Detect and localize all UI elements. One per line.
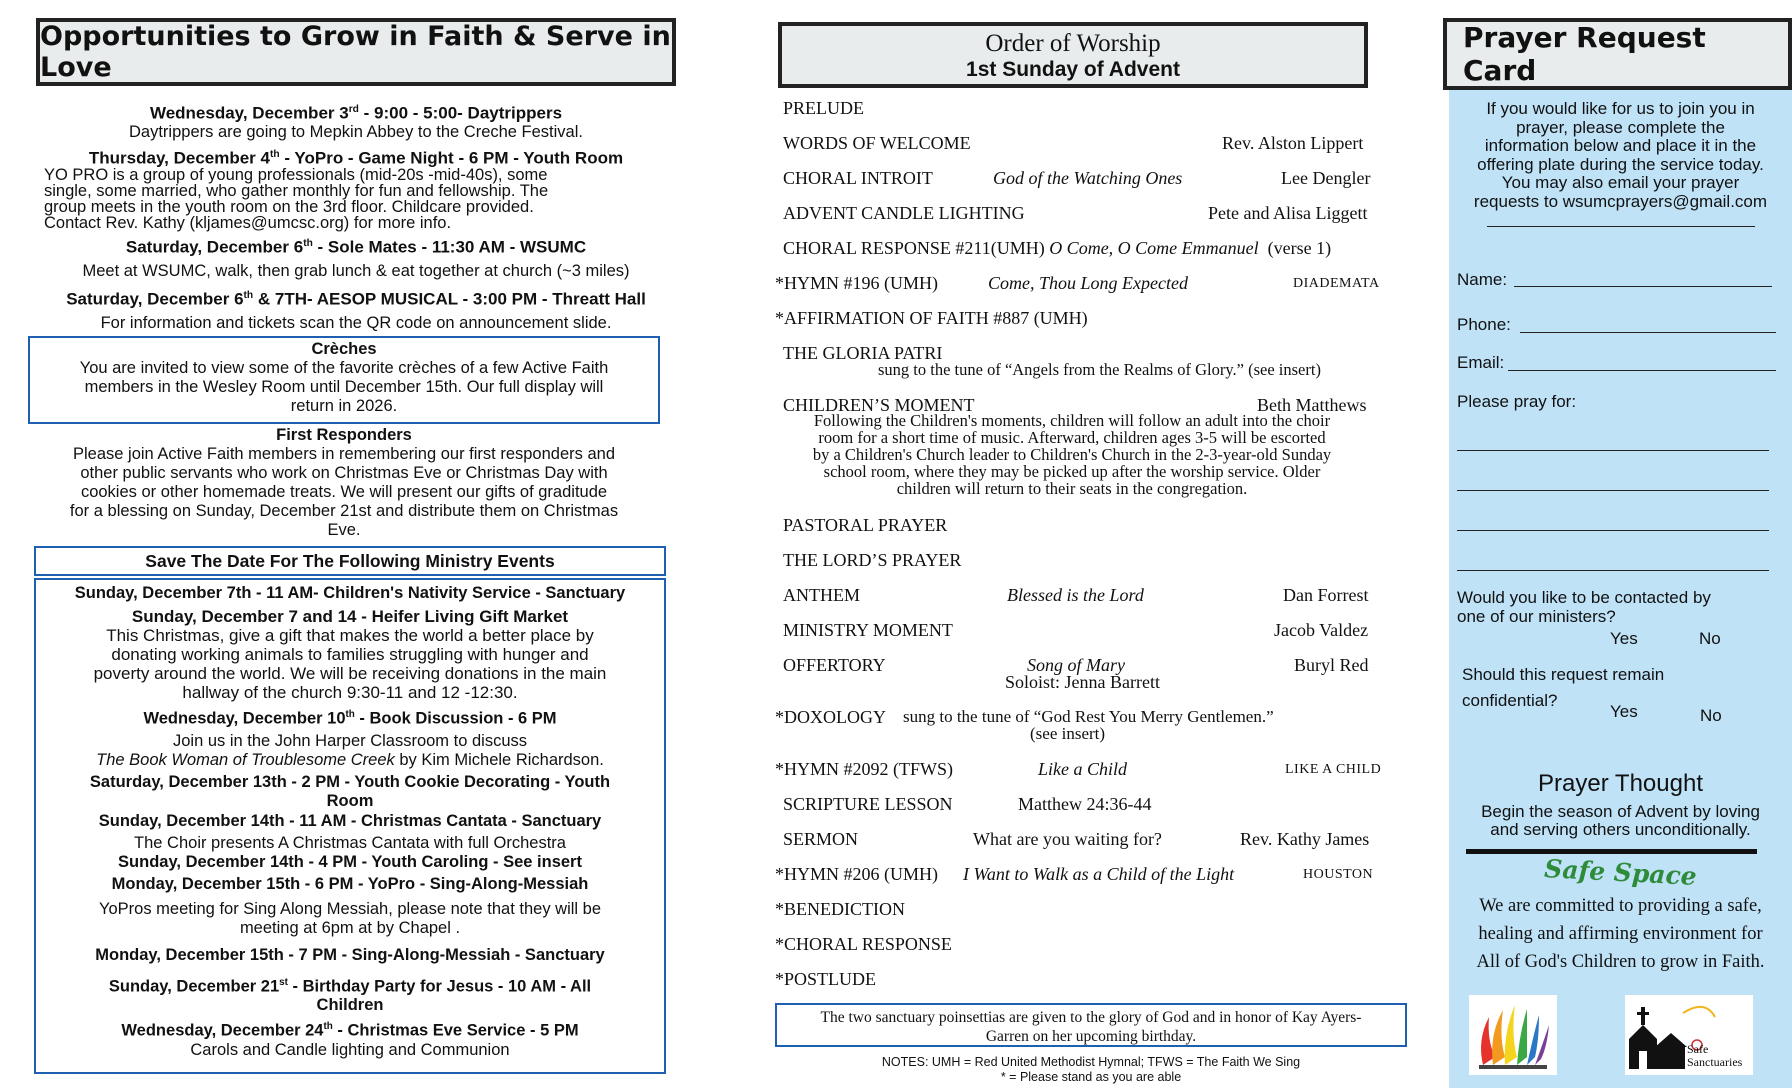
prayer-intro: If you would like for us to join you in prayer, please complete the information below and place it in the offering plate during the service today. You may also email your prayer requests to wsumcprayers@gmail.com bbox=[1473, 99, 1768, 211]
pray-for-label: Please pray for: bbox=[1457, 392, 1577, 411]
event-desc: Daytrippers are going to Mepkin Abbey to the Creche Festival. bbox=[129, 122, 583, 141]
worship-item: *POSTLUDE bbox=[775, 969, 877, 989]
worship-person: Rev. Kathy James bbox=[1240, 829, 1370, 849]
order-of-worship-title bbox=[778, 22, 1368, 88]
worship-item: SCRIPTURE LESSON bbox=[783, 794, 953, 814]
first-responders-title: First Responders bbox=[276, 426, 412, 444]
event-title: Saturday, December 6th & 7TH- AESOP MUSICAL - 3:00 PM - Threatt Hall bbox=[66, 289, 646, 309]
contact-no-option[interactable]: No bbox=[1699, 629, 1721, 648]
event-title: Sunday, December 7 and 14 - Heifer Living Gift Market bbox=[131, 607, 569, 626]
worship-person: Buryl Red bbox=[1294, 655, 1369, 675]
creches-text: You are invited to view some of the favorite crèches of a few Active Faith bbox=[79, 359, 609, 377]
left-panel-title: Opportunities to Grow in Faith & Serve in Love bbox=[36, 18, 676, 86]
confidential-no-option[interactable]: No bbox=[1700, 706, 1722, 725]
worship-item: *AFFIRMATION OF FAITH #887 (UMH) bbox=[775, 308, 1088, 328]
worship-item: CHORAL INTROIT bbox=[783, 168, 933, 188]
event-title: Saturday, December 13th - 2 PM - Youth Cookie Decorating - Youth Room bbox=[89, 772, 611, 810]
event-desc: The Book Woman of Troublesome Creek by Kim Michele Richardson. bbox=[96, 750, 604, 769]
hymn-tune: LIKE A CHILD bbox=[1285, 762, 1382, 777]
creches-title: Crèches bbox=[311, 340, 377, 358]
first-responders-text: for a blessing on Sunday, December 21st and distribute them on Christmas bbox=[69, 502, 619, 520]
worship-person: Lee Dengler bbox=[1281, 168, 1371, 188]
worship-note: sung to the tune of “God Rest You Merry Gentlemen.” bbox=[903, 707, 1274, 726]
worship-item: SERMON bbox=[783, 829, 859, 849]
worship-item: CHORAL RESPONSE #211(UMH) O Come, O Come Emmanuel (verse 1) bbox=[783, 238, 1332, 258]
event-desc: Carols and Candle lighting and Communion bbox=[190, 1040, 510, 1059]
event-desc: YoPros meeting for Sing Along Messiah, please note that they will be meeting at 6pm at by Chapel . bbox=[98, 899, 602, 937]
worship-piece: Song of Mary bbox=[1027, 655, 1125, 675]
worship-piece: Come, Thou Long Expected bbox=[988, 273, 1188, 293]
creches-text: return in 2026. bbox=[290, 397, 398, 415]
pray-for-line[interactable] bbox=[1457, 490, 1769, 491]
event-title: Sunday, December 21st - Birthday Party for Jesus - 10 AM - All Children bbox=[108, 976, 592, 1014]
contact-yes-option[interactable]: Yes bbox=[1610, 629, 1638, 648]
name-label: Name: bbox=[1457, 270, 1508, 289]
worship-item: PRELUDE bbox=[783, 98, 864, 118]
safe-sanctuaries-logo bbox=[1625, 995, 1753, 1075]
event-title: Wednesday, December 10th - Book Discussion - 6 PM bbox=[143, 709, 557, 728]
rainbow-hands-logo bbox=[1469, 995, 1557, 1075]
contact-question: Would you like to be contacted by one of our ministers? bbox=[1457, 588, 1711, 626]
worship-item: ANTHEM bbox=[783, 585, 860, 605]
hymn-tune: DIADEMATA bbox=[1293, 276, 1380, 291]
worship-item: *HYMN #206 (UMH) bbox=[775, 864, 938, 884]
left-events-top bbox=[30, 100, 682, 333]
pray-for-line[interactable] bbox=[1457, 530, 1769, 531]
worship-item: WORDS OF WELCOME bbox=[783, 133, 971, 153]
first-responders-text: other public servants who work on Christmas Eve or Christmas Day with bbox=[80, 464, 608, 482]
safe-sanctuaries-text: Safe Sanctuaries bbox=[1687, 1042, 1743, 1069]
pray-for-line[interactable] bbox=[1457, 570, 1769, 571]
worship-item: *BENEDICTION bbox=[775, 899, 905, 919]
worship-note: (see insert) bbox=[1030, 724, 1106, 743]
event-desc: Meet at WSUMC, walk, then grab lunch & eat together at church (~3 miles) bbox=[82, 261, 630, 280]
safe-space-title: Safe Space bbox=[1543, 854, 1698, 891]
event-title: Monday, December 15th - 7 PM - Sing-Along-Messiah - Sanctuary bbox=[95, 945, 605, 964]
worship-item: *CHORAL RESPONSE bbox=[775, 934, 952, 954]
worship-item: PASTORAL PRAYER bbox=[783, 515, 948, 535]
worship-item: THE LORD’S PRAYER bbox=[783, 550, 962, 570]
creches-box bbox=[28, 336, 660, 424]
first-responders-text: cookies or other homemade treats. We will present our gifts of graditude bbox=[80, 483, 608, 501]
event-title: Sunday, December 7th - 11 AM- Children's Nativity Service - Sanctuary bbox=[74, 584, 626, 602]
worship-person: Rev. Alston Lippert bbox=[1222, 133, 1364, 153]
event-title: Wednesday, December 24th - Christmas Eve Service - 5 PM bbox=[121, 1021, 579, 1040]
name-field[interactable] bbox=[1514, 286, 1772, 287]
worship-piece: God of the Watching Ones bbox=[993, 168, 1183, 188]
phone-field[interactable] bbox=[1520, 332, 1776, 333]
event-desc: YO PRO is a group of young professionals (mid-20s -mid-40s), some single, some married, who gather monthly for fun and fellowship. The group meets in the youth room on the 3rd floor. Childcare provided. Contact Rev. Kathy (kljames@umcsc.org) for more info. bbox=[44, 166, 549, 233]
worship-person: Beth Matthews bbox=[1257, 395, 1367, 415]
prayer-card-title: Prayer Request Card bbox=[1443, 18, 1792, 90]
worship-note: sung to the tune of “Angels from the Realms of Glory.” (see insert) bbox=[878, 360, 1321, 379]
children-moment-desc: Following the Children's moments, children will follow an adult into the choir room for a short time of music. Afterward, children ages 3-5 will be escorted by a Children's Church leader to Children's Church in the 2-3-year-old Sunday school room, where they may be picked up after the worship service. Older children will return to their seats in the congregation. bbox=[812, 411, 1332, 498]
worship-person: Jacob Valdez bbox=[1274, 620, 1369, 640]
worship-item: ADVENT CANDLE LIGHTING bbox=[783, 203, 1025, 223]
prayer-thought-title: Prayer Thought bbox=[1538, 770, 1703, 797]
event-title: Sunday, December 14th - 4 PM - Youth Caroling - See insert bbox=[118, 852, 582, 871]
flowers-dedication: The two sanctuary poinsettias are given to the glory of God and in honor of Kay Ayers- Garren on her upcoming birthday. bbox=[775, 1003, 1407, 1047]
worship-person: Dan Forrest bbox=[1283, 585, 1369, 605]
worship-piece: Blessed is the Lord bbox=[1007, 585, 1144, 605]
event-title: Thursday, December 4th - YoPro - Game Night - 6 PM - Youth Room bbox=[88, 148, 624, 168]
worship-person: Pete and Alisa Liggett bbox=[1208, 203, 1368, 223]
email-field[interactable] bbox=[1508, 370, 1776, 371]
divider bbox=[1487, 226, 1755, 227]
worship-subtitle: 1st Sunday of Advent bbox=[966, 58, 1180, 81]
worship-item: MINISTRY MOMENT bbox=[783, 620, 953, 640]
worship-item: THE GLORIA PATRI bbox=[783, 343, 943, 363]
save-the-date-list bbox=[34, 578, 666, 1074]
worship-item: CHILDREN’S MOMENT bbox=[783, 395, 975, 415]
prayer-thought-text: Begin the season of Advent by loving and serving others unconditionally. bbox=[1481, 802, 1760, 839]
event-desc: This Christmas, give a gift that makes the world a better place by donating working animals to families struggling with hunger and poverty around the world. We will be receiving donations in the main hallway of the church 9:30-11 and 12 -12:30. bbox=[93, 626, 607, 702]
confidential-yes-option[interactable]: Yes bbox=[1610, 702, 1638, 721]
worship-piece: Like a Child bbox=[1038, 759, 1127, 779]
confidential-question: Should this request remain confidential? bbox=[1462, 665, 1665, 710]
event-title: Sunday, December 14th - 11 AM - Christmas Cantata - Sanctuary bbox=[98, 811, 602, 830]
worship-item: OFFERTORY bbox=[783, 655, 886, 675]
event-title: Monday, December 15th - 6 PM - YoPro - Sing-Along-Messiah bbox=[111, 874, 589, 893]
sermon-title: What are you waiting for? bbox=[973, 829, 1162, 849]
event-desc: The Choir presents A Christmas Cantata with full Orchestra bbox=[134, 833, 566, 852]
worship-item: *HYMN #2092 (TFWS) bbox=[775, 759, 953, 779]
worship-item: *HYMN #196 (UMH) bbox=[775, 273, 938, 293]
event-desc: Join us in the John Harper Classroom to discuss bbox=[173, 731, 527, 750]
worship-item: *DOXOLOGY bbox=[775, 707, 886, 727]
worship-soloist: Soloist: Jenna Barrett bbox=[1005, 672, 1160, 692]
first-responders-text: Please join Active Faith members in remembering our first responders and bbox=[73, 445, 615, 463]
scripture-reference: Matthew 24:36-44 bbox=[1018, 794, 1152, 814]
creches-text: members in the Wesley Room until December 15th. Our full display will bbox=[84, 378, 604, 396]
worship-piece: I Want to Walk as a Child of the Light bbox=[963, 864, 1235, 884]
first-responders-text: Eve. bbox=[327, 521, 361, 539]
first-responders bbox=[28, 426, 660, 540]
email-label: Email: bbox=[1457, 353, 1505, 372]
safe-space-text: We are committed to providing a safe, healing and affirming environment for All of God's Children to grow in Faith. bbox=[1476, 896, 1765, 972]
event-title: Saturday, December 6th - Sole Mates - 11:30 AM - WSUMC bbox=[125, 237, 587, 257]
hymn-tune: HOUSTON bbox=[1303, 867, 1374, 882]
save-the-date-header: Save The Date For The Following Ministry Events bbox=[34, 546, 666, 576]
worship-title: Order of Worship bbox=[985, 30, 1161, 57]
pray-for-line[interactable] bbox=[1457, 450, 1769, 451]
event-title: Wednesday, December 3rd - 9:00 - 5:00- Daytrippers bbox=[149, 103, 563, 123]
worship-notes: NOTES: UMH = Red United Methodist Hymnal; TFWS = The Faith We Sing * = Please stand as you are able bbox=[881, 1055, 1301, 1084]
event-desc: For information and tickets scan the QR code on announcement slide. bbox=[100, 313, 612, 332]
phone-label: Phone: bbox=[1457, 315, 1511, 334]
